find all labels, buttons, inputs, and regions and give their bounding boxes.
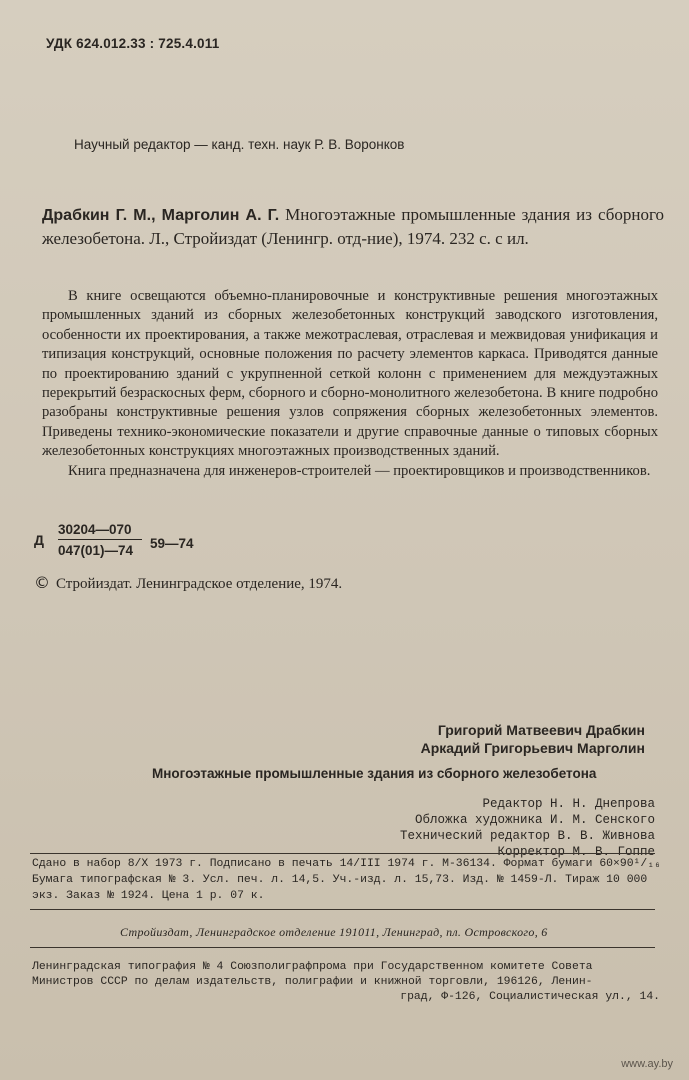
bibliographic-description xyxy=(42,203,664,250)
abstract xyxy=(42,287,658,481)
udk-code: УДК 624.012.33 : 725.4.011 xyxy=(46,36,220,51)
catalog-letter: Д xyxy=(34,532,44,548)
bibliographic-authors: Драбкин Г. М., Марголин А. Г. xyxy=(42,207,280,224)
watermark: www.ay.by xyxy=(621,1058,673,1070)
divider xyxy=(30,909,655,910)
scientific-editor: Научный редактор — канд. техн. наук Р. В. Воронков xyxy=(74,137,405,152)
colophon-author-1: Григорий Матвеевич Драбкин xyxy=(437,722,645,738)
bibliographic-rest: Многоэтажные промышленные здания из сборного железобетона. Л., Стройиздат (Ленингр. отд-ние), 1974. 232 с. с ил. xyxy=(42,205,665,248)
colophon-title: Многоэтажные промышленные здания из сборного железобетона xyxy=(152,766,597,781)
typography-line: Ленинградская типография № 4 Союзполиграфпрома при Государственном комитете Совета xyxy=(32,961,593,973)
catalog-numerator: 30204—070 xyxy=(58,522,142,540)
catalog-tail: 59—74 xyxy=(150,536,194,551)
colophon-author-2: Аркадий Григорьевич Марголин xyxy=(420,740,645,756)
typography-details xyxy=(32,960,660,1005)
colophon-staff xyxy=(400,796,655,860)
print-line: Бумага типографская № 3. Усл. печ. л. 14,5. Уч.-изд. л. 15,73. Изд. № 1459-Л. Тираж 10 000 xyxy=(32,874,648,886)
divider xyxy=(30,947,655,948)
abstract-paragraph: Книга предназначена для инженеров-строителей — проектировщиков и производственников. xyxy=(68,462,651,479)
catalog-denominator: 047(01)—74 xyxy=(58,543,134,558)
print-line: Сдано в набор 8/X 1973 г. Подписано в печать 14/III 1974 г. М-36134. Формат бумаги 60×90¹/₁₆ xyxy=(32,858,661,870)
staff-line: Редактор Н. Н. Днепрова xyxy=(482,797,655,811)
publisher-address: Стройиздат, Ленинградское отделение 191011, Ленинград, пл. Островского, 6 xyxy=(120,925,548,939)
copyright-line xyxy=(34,573,342,593)
abstract-paragraph: В книге освещаются объемно-планировочные и конструктивные решения многоэтажных промышленных зданий из сборных железобетонных конструкций заводского изготовления, особенности их проектирования, а также межотраслевая, отраслевая и межвидовая унификация и типизация конструкций, основные положения по расчету элементов каркаса. Приводятся данные по проектированию зданий с укрупненной сеткой колонн с применением для междуэтажных перекрытий безраскосных ферм, сборного и сборно-монолитного железобетона. В книге подробно разобраны конструктивные решения узлов сопряжения сборных железобетонных элементов. Приведены технико-экономические показатели и другие справочные данные о типовых сборных железобетонных конструкциях многоэтажных производственных зданий. xyxy=(42,288,658,460)
copyright-icon: © xyxy=(34,573,50,592)
copyright-text: Стройиздат. Ленинградское отделение, 1974. xyxy=(56,576,343,592)
print-details xyxy=(32,856,661,904)
staff-line: Технический редактор В. В. Живнова xyxy=(399,829,655,843)
typography-line: Министров СССР по делам издательств, полиграфии и книжной торговли, 196126, Ленин- xyxy=(32,976,593,988)
print-line: экз. Заказ № 1924. Цена 1 р. 07 к. xyxy=(32,890,265,902)
staff-line: Обложка художника И. М. Сенского xyxy=(414,813,655,827)
typography-line: град, Ф-126, Социалистическая ул., 14. xyxy=(400,991,660,1003)
divider xyxy=(30,853,655,854)
catalog-fraction xyxy=(58,522,142,558)
staff-line: Корректор М. В. Гоппе xyxy=(497,845,655,859)
